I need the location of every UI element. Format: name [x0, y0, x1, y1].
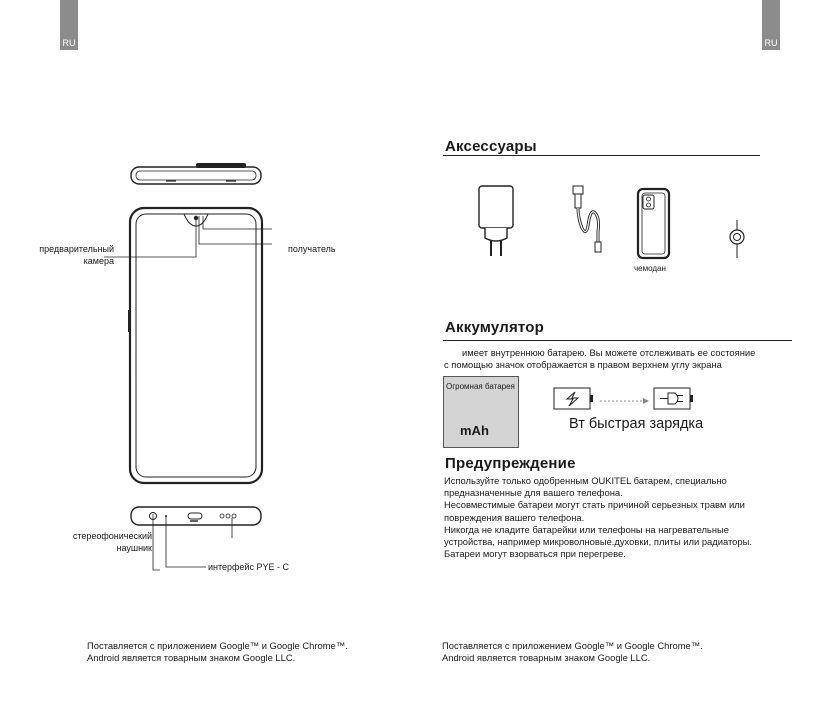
battery-plug-icon	[653, 387, 695, 411]
usb-port-label: интерфейс PYE - C	[208, 562, 289, 572]
right-footer-line2: Android является товарным знаком Google LLC.	[442, 652, 651, 663]
right-footer-line1: Поставляется с приложением Google™ и Google Chrome™.	[442, 640, 703, 651]
front-camera-label: предварительный камера	[39, 244, 114, 266]
warning-title: Предупреждение	[445, 455, 576, 472]
warning-line: Используйте только одобренным OUKITEL батарем, специально	[444, 475, 727, 486]
fast-charge-battery-icon	[553, 387, 595, 411]
phone-case-icon	[637, 188, 671, 260]
language-tab-left: RU	[60, 0, 78, 50]
warning-text	[444, 475, 752, 560]
battery-box-label: Огромная батарея	[446, 382, 515, 391]
battery-capacity-box	[443, 376, 519, 448]
case-label: чемодан	[634, 264, 666, 273]
headphone-label: стереофонический наушник	[72, 531, 152, 553]
charger-icon	[477, 186, 517, 258]
battery-rule	[443, 340, 792, 341]
left-footer-line2: Android является товарным знаком Google LLC.	[87, 652, 296, 663]
battery-text-line2: с помощью значок отображается в правом верхнем углу экрана	[444, 359, 722, 370]
language-tab-right: RU	[762, 0, 780, 50]
battery-title: Аккумулятор	[445, 319, 544, 336]
accessories-rule	[443, 155, 760, 156]
warning-line: предназначенные для вашего телефона.	[444, 487, 623, 499]
dotted-arrow	[600, 398, 650, 404]
receiver-label: получатель	[288, 244, 336, 254]
battery-text-line1: имеет внутреннюю батарею. Вы можете отслеживать ее состояние	[462, 347, 756, 358]
sim-pin-icon	[726, 218, 748, 260]
battery-box-unit: mAh	[460, 423, 489, 438]
warning-line: Батареи могут взорваться при перегреве.	[444, 548, 626, 560]
warning-line: устройства, например микроволновые.духовки, плиты или радиаторы.	[444, 536, 752, 548]
fast-charge-label: Вт быстрая зарядка	[569, 416, 704, 432]
left-footer-line1: Поставляется с приложением Google™ и Google Chrome™.	[87, 640, 348, 651]
warning-line: Несовместимые батареи могут стать причиной серьезных травм или	[444, 499, 745, 511]
warning-line: повреждения вашего телефона.	[444, 511, 585, 523]
warning-line: Никогда не кладите батарейки или телефоны на нагревательные	[444, 523, 729, 535]
accessories-title: Аксессуары	[445, 138, 537, 155]
usb-cable-icon	[568, 186, 608, 258]
